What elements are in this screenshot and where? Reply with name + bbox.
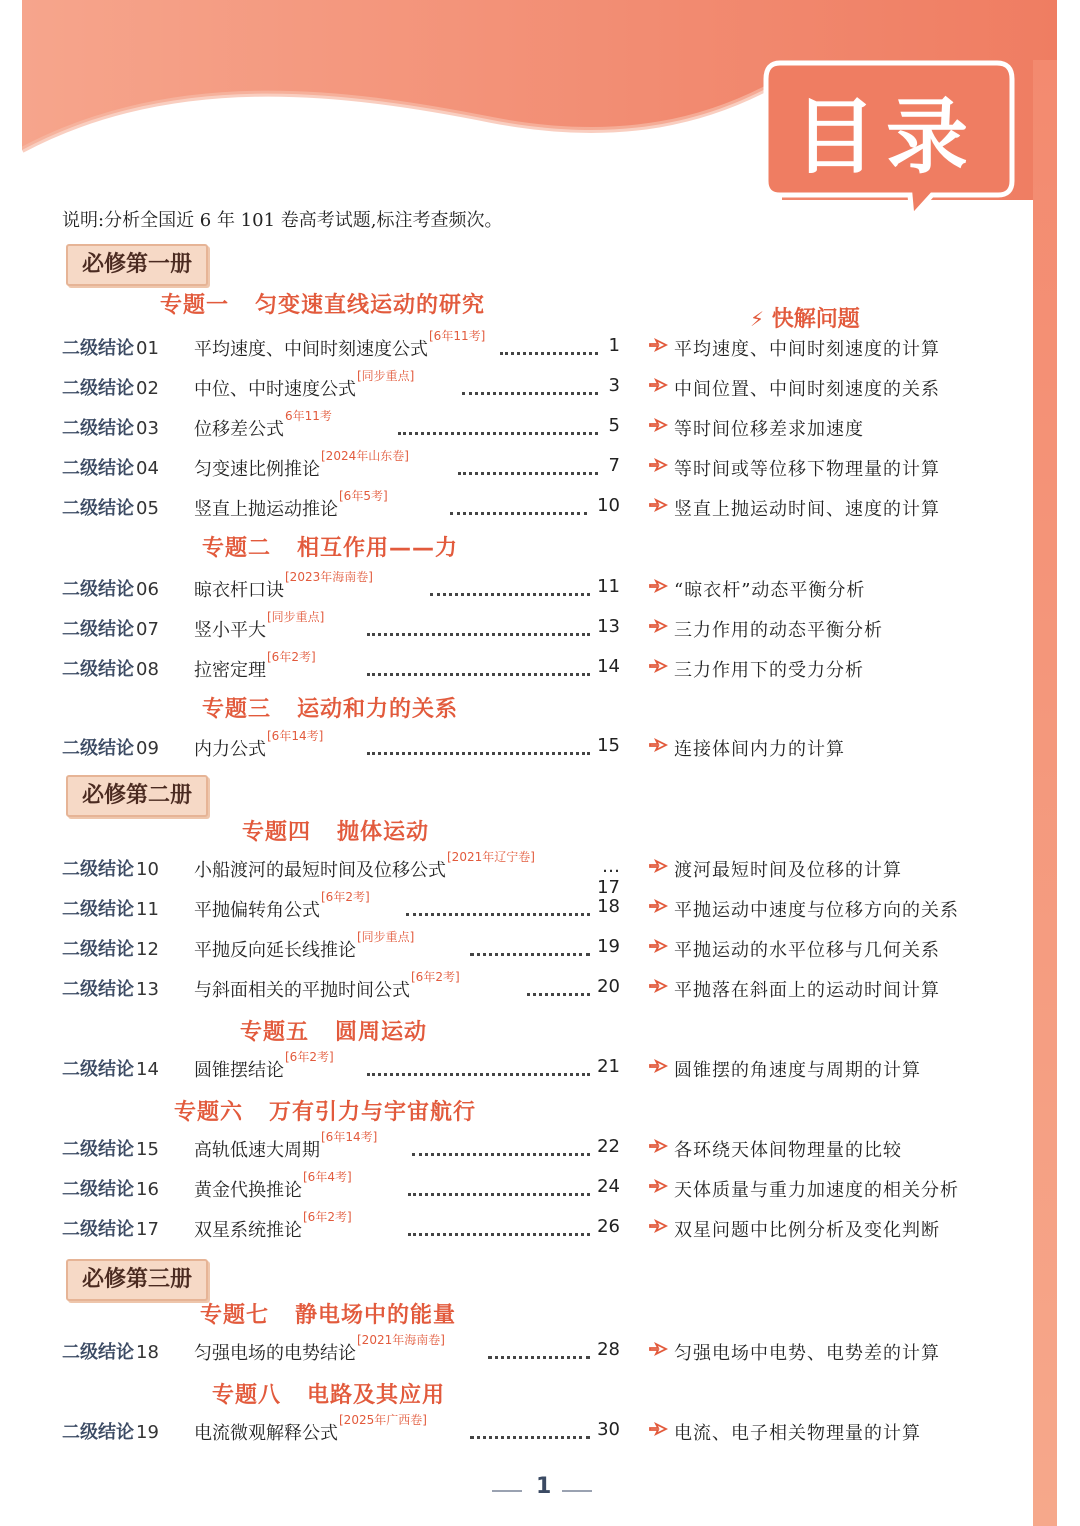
level-number: 03 [136,418,159,439]
quick-solve-desc: 平抛落在斜面上的运动时间计算 [674,980,940,1001]
toc-row[interactable] [22,489,1022,524]
entry-title [194,449,409,481]
level-label [62,895,159,921]
pointing-hand-icon [648,336,670,354]
note: 说明:分析全国近 6 年 101 卷高考试题,标注考查频次。 [62,210,503,231]
quick-solve-desc: “晾衣杆”动态平衡分析 [674,580,866,601]
quick-solve-desc: 平抛运动中速度与位移方向的关系 [674,900,959,921]
level-text: 二级结论 [62,579,134,600]
level-label [62,935,159,961]
pointing-hand-icon [648,1137,670,1155]
page-footer [492,1476,592,1502]
frequency-tag: [2023年海南卷] [285,570,373,584]
quick-solve-desc: 电流、电子相关物理量的计算 [674,1423,921,1444]
pointing-hand-icon [648,736,670,754]
level-label [62,655,159,681]
entry-title-text: 匀变速比例推论 [194,459,320,480]
entry-title-text: 双星系统推论 [194,1220,302,1241]
entry-title [194,1170,352,1202]
page-ref: 1 [608,335,620,356]
frequency-tag: [2024年山东卷] [321,449,409,463]
pointing-hand-icon [648,1420,670,1438]
toc-row[interactable] [22,449,1022,484]
topic-5 [240,1015,427,1046]
page-ref: 11 [597,576,620,597]
entry-title-text: 拉密定理 [194,660,266,681]
level-label [62,334,159,360]
level-text: 二级结论 [62,338,134,359]
entry-title-text: 内力公式 [194,739,266,760]
level-text: 二级结论 [62,1059,134,1080]
entry-title [194,650,316,682]
frequency-tag: [6年14考] [321,1130,378,1144]
dot-leader [470,953,590,956]
dot-leader [406,913,590,916]
dot-leader [462,392,598,395]
level-text: 二级结论 [62,939,134,960]
entry-title [194,1130,378,1162]
level-label [62,855,159,881]
entry-title [194,970,460,1002]
entry-title [194,369,415,401]
toc-row[interactable] [22,1333,1022,1368]
pointing-hand-icon [648,496,670,514]
toc-page [22,0,1057,1526]
quick-solve-desc: 中间位置、中间时刻速度的关系 [674,379,940,400]
topic-3 [202,692,458,723]
page-ref: 24 [597,1176,620,1197]
level-text: 二级结论 [62,1219,134,1240]
level-text: 二级结论 [62,979,134,1000]
level-label [62,1135,159,1161]
quick-solve-label: 快解问题 [771,307,860,332]
dot-leader [412,1153,590,1156]
level-number: 12 [136,939,159,960]
frequency-tag: [6年11考] [429,329,486,343]
topic-name: 圆周运动 [335,1020,428,1045]
frequency-tag: [6年2考] [321,890,370,904]
entry-title-text: 平均速度、中间时刻速度公式 [194,339,428,360]
dot-leader [458,472,598,475]
page-ref: 28 [597,1339,620,1360]
pointing-hand-icon [648,937,670,955]
quick-solve-desc: 双星问题中比例分析及变化判断 [674,1220,940,1241]
page-ref: 30 [597,1419,620,1440]
quick-solve-desc: 天体质量与重力加速度的相关分析 [674,1180,959,1201]
topic-4 [242,815,429,846]
frequency-tag: 6年11考 [285,409,332,423]
toc-row[interactable] [22,729,1022,764]
pointing-hand-icon [648,416,670,434]
page-ref: 21 [597,1056,620,1077]
level-number: 08 [136,659,159,680]
frequency-tag: [同步重点] [357,369,415,383]
pointing-hand-icon [648,617,670,635]
level-label [62,734,159,760]
topic-number: 专题七 [200,1303,270,1328]
topic-6 [174,1095,476,1126]
entry-title-text: 圆锥摆结论 [194,1060,284,1081]
topic-number: 专题五 [240,1020,310,1045]
entry-title [194,570,373,602]
level-text: 二级结论 [62,859,134,880]
toc-row[interactable] [22,1130,1022,1165]
frequency-tag: [2025年广西卷] [339,1413,427,1427]
level-number: 07 [136,619,159,640]
dot-leader [367,1073,590,1076]
level-number: 06 [136,579,159,600]
page-ref: 13 [597,616,620,637]
toc-row[interactable] [22,970,1022,1005]
dot-leader [488,1356,590,1359]
entry-title-text: 高轨低速大周期 [194,1140,320,1161]
page-ref: 18 [597,896,620,917]
topic-1 [160,288,485,319]
entry-title-text: 匀强电场的电势结论 [194,1343,356,1364]
level-number: 18 [136,1342,159,1363]
entry-title-text: 竖直上抛运动推论 [194,499,338,520]
entry-title [194,329,486,361]
quick-solve-desc: 连接体间内力的计算 [674,739,845,760]
topic-name: 静电场中的能量 [295,1303,457,1328]
pointing-hand-icon [648,657,670,675]
entry-title [194,890,370,922]
topic-7 [200,1298,456,1329]
level-label [62,975,159,1001]
topic-name: 运动和力的关系 [297,697,459,722]
frequency-tag: [6年2考] [285,1050,334,1064]
pointing-hand-icon [648,897,670,915]
entry-title-text: 中位、中时速度公式 [194,379,356,400]
dot-leader [450,512,587,515]
quick-solve-header [750,302,860,333]
level-label [62,1175,159,1201]
entry-title [194,1413,427,1445]
entry-title-text: 小船渡河的最短时间及位移公式 [194,860,446,881]
toc-row[interactable] [22,409,1022,444]
pointing-hand-icon [648,1340,670,1358]
lightning-icon: ⚡ [750,307,765,331]
topic-name: 抛体运动 [337,820,430,845]
page-ref: 14 [597,656,620,677]
dot-leader [408,1193,590,1196]
topic-name: 匀变速直线运动的研究 [255,293,486,318]
entry-title-text: 电流微观解释公式 [194,1423,338,1444]
level-label [62,615,159,641]
pointing-hand-icon [648,456,670,474]
quick-solve-desc: 平均速度、中间时刻速度的计算 [674,339,940,360]
level-text: 二级结论 [62,498,134,519]
entry-title-text: 平抛反向延长线推论 [194,940,356,961]
topic-name: 万有引力与宇宙航行 [269,1100,477,1125]
frequency-tag: [6年14考] [267,729,324,743]
toc-row[interactable] [22,610,1022,645]
toc-row[interactable] [22,930,1022,965]
topic-number: 专题三 [202,697,272,722]
level-number: 10 [136,859,159,880]
side-bar [1033,60,1057,1526]
dot-leader [367,752,590,755]
page-ref: 22 [597,1136,620,1157]
level-text: 二级结论 [62,1139,134,1160]
page-ref: 10 [597,495,620,516]
level-text: 二级结论 [62,619,134,640]
toc-row[interactable] [22,650,1022,685]
entry-title [194,930,415,962]
frequency-tag: [同步重点] [357,930,415,944]
toc-row[interactable] [22,1413,1022,1448]
page-ref: 7 [608,455,620,476]
entry-title [194,489,388,521]
toc-row[interactable] [22,1170,1022,1205]
pointing-hand-icon [648,977,670,995]
level-label [62,1418,159,1444]
level-text: 二级结论 [62,1342,134,1363]
pointing-hand-icon [648,376,670,394]
quick-solve-desc: 匀强电场中电势、电势差的计算 [674,1343,940,1364]
dot-leader [398,432,598,435]
frequency-tag: [2021年海南卷] [357,1333,445,1347]
topic-name: 相互作用——力 [297,536,459,561]
page-title: 目录 [794,90,979,185]
level-text: 二级结论 [62,458,134,479]
level-text: 二级结论 [62,378,134,399]
toc-row[interactable] [22,1050,1022,1085]
level-label [62,494,159,520]
topic-name: 电路及其应用 [307,1383,446,1408]
topic-number: 专题八 [212,1383,282,1408]
topic-number: 专题四 [242,820,312,845]
quick-solve-desc: 三力作用下的受力分析 [674,660,864,681]
quick-solve-desc: 渡河最短时间及位移的计算 [674,860,902,881]
topic-number: 专题六 [174,1100,244,1125]
dot-leader [367,633,590,636]
dot-leader [470,1436,590,1439]
dot-leader [430,593,590,596]
quick-solve-desc: 圆锥摆的角速度与周期的计算 [674,1060,921,1081]
entry-title [194,850,535,882]
entry-title [194,1210,352,1242]
frequency-tag: [2021年辽宁卷] [447,850,535,864]
level-number: 04 [136,458,159,479]
quick-solve-desc: 竖直上抛运动时间、速度的计算 [674,499,940,520]
level-number: 11 [136,899,159,920]
frequency-tag: [6年2考] [267,650,316,664]
page-ref: …17 [597,856,620,898]
level-label [62,414,159,440]
frequency-tag: [6年2考] [303,1210,352,1224]
page-ref: 19 [597,936,620,957]
quick-solve-desc: 等时间或等位移下物理量的计算 [674,459,940,480]
level-text: 二级结论 [62,738,134,759]
page-ref: 15 [597,735,620,756]
toc-row[interactable] [22,890,1022,925]
toc-row[interactable] [22,570,1022,605]
entry-title-text: 黄金代换推论 [194,1180,302,1201]
level-number: 13 [136,979,159,1000]
book-1: 必修第一册 [66,244,208,286]
quick-solve-desc: 各环绕天体间物理量的比较 [674,1140,902,1161]
dot-leader [527,993,590,996]
page-ref: 5 [608,415,620,436]
level-text: 二级结论 [62,899,134,920]
frequency-tag: [6年4考] [303,1170,352,1184]
pointing-hand-icon [648,1177,670,1195]
frequency-tag: [6年2考] [411,970,460,984]
level-number: 09 [136,738,159,759]
dot-leader [500,352,598,355]
entry-title-text: 平抛偏转角公式 [194,900,320,921]
level-label [62,454,159,480]
page-ref: 3 [608,375,620,396]
entry-title-text: 竖小平大 [194,620,266,641]
page-ref: 26 [597,1216,620,1237]
toc-row[interactable] [22,329,1022,364]
level-label [62,374,159,400]
level-number: 02 [136,378,159,399]
entry-title-text: 位移差公式 [194,419,284,440]
quick-solve-desc: 等时间位移差求加速度 [674,419,864,440]
toc-row[interactable] [22,1210,1022,1245]
dot-leader [367,673,590,676]
pointing-hand-icon [648,577,670,595]
page-number: 1 [536,1474,552,1499]
level-text: 二级结论 [62,418,134,439]
topic-number: 专题二 [202,536,272,561]
frequency-tag: [6年5考] [339,489,388,503]
level-number: 17 [136,1219,159,1240]
quick-solve-desc: 三力作用的动态平衡分析 [674,620,883,641]
entry-title [194,729,324,761]
level-label [62,1338,159,1364]
dot-leader [408,1233,590,1236]
topic-number: 专题一 [160,293,230,318]
topic-8 [212,1378,445,1409]
level-label [62,1215,159,1241]
book-3: 必修第三册 [66,1259,208,1301]
level-number: 15 [136,1139,159,1160]
level-label [62,575,159,601]
frequency-tag: [同步重点] [267,610,325,624]
level-text: 二级结论 [62,1422,134,1443]
topic-2 [202,531,458,562]
book-2: 必修第二册 [66,775,208,817]
footer-line-left [492,1490,522,1492]
entry-title [194,409,332,441]
level-text: 二级结论 [62,1179,134,1200]
pointing-hand-icon [648,1057,670,1075]
level-number: 16 [136,1179,159,1200]
entry-title-text: 晾衣杆口诀 [194,580,284,601]
footer-line-right [562,1490,592,1492]
level-number: 05 [136,498,159,519]
level-number: 14 [136,1059,159,1080]
entry-title [194,610,325,642]
level-label [62,1055,159,1081]
toc-row[interactable] [22,369,1022,404]
level-number: 19 [136,1422,159,1443]
entry-title [194,1333,445,1365]
entry-title-text: 与斜面相关的平抛时间公式 [194,980,410,1001]
quick-solve-desc: 平抛运动的水平位移与几何关系 [674,940,940,961]
level-text: 二级结论 [62,659,134,680]
level-number: 01 [136,338,159,359]
entry-title [194,1050,334,1082]
pointing-hand-icon [648,1217,670,1235]
pointing-hand-icon [648,857,670,875]
page-ref: 20 [597,976,620,997]
